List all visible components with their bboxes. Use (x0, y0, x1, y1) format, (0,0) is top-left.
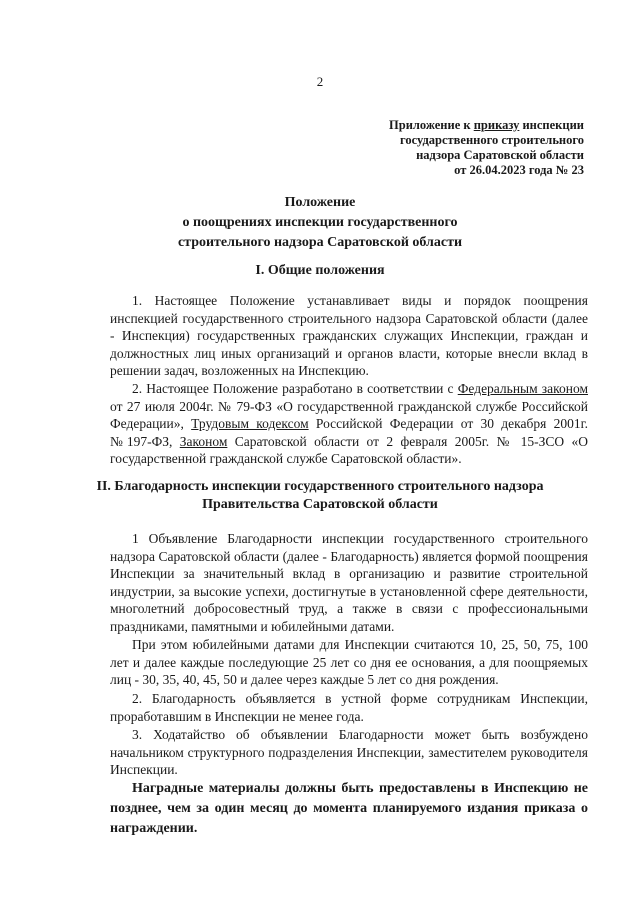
section-1-paragraph-1: 1. Настоящее Положение устанавливает виды и порядок поощрения инспекцией государственного строительного надзора Саратовской области (далее - Инспекция) государственных гражданских служащих Инспекции, граждан и должностных лиц иных организаций и органов власти, которые внесли вклад в решении задач, возложенных на Инспекцию. (110, 293, 588, 378)
section-2-paragraph-4: 3. Ходатайство об объявлении Благодарности может быть возбуждено начальником структурного подразделения Инспекции, заместителем руководителя Инспекции. (110, 727, 588, 777)
appendix-prefix: Приложение к (389, 118, 474, 132)
section-2-paragraph-5: Наградные материалы должны быть предоставлены в Инспекцию не позднее, чем за один месяц до момента планируемого издания приказа о награждении. (110, 781, 588, 836)
section-2-heading-line-2: Правительства Саратовской области (202, 497, 438, 512)
p2-text-c: Российской Федерации от 30 декабря 2001г. №197-ФЗ, (110, 416, 589, 449)
appendix-block (374, 118, 584, 178)
section-2-heading (0, 478, 640, 514)
title-line-3: строительного надзора Саратовской области (177, 235, 463, 250)
appendix-line-1 (374, 118, 584, 133)
appendix-line-3: надзора Саратовской области (416, 148, 584, 162)
appendix-line-2: государственного строительного (400, 133, 584, 147)
regional-law-link[interactable]: Законом (179, 433, 228, 449)
appendix-order-link[interactable]: приказу (473, 118, 520, 132)
appendix-line1-rest: инспекции (519, 118, 584, 132)
section-1-paragraph-2 (110, 380, 588, 468)
section-2-paragraph-3: 2. Благодарность объявляется в устной форме сотрудникам Инспекции, проработавшим в Инспекции не менее года. (110, 691, 588, 724)
section-2-paragraph-2: При этом юбилейными датами для Инспекции считаются 10, 25, 50, 75, 100 лет и далее каждые последующие 25 лет со дня ее основания, а для поощряемых лиц - 30, 35, 40, 45, 50 и далее через каждые 5 лет со дня рождения. (110, 637, 588, 687)
section-2-paragraph-1: 1 Объявление Благодарности инспекции государственного строительного надзора Саратовской области (далее - Благодарность) является формой поощрения Инспекции за значительный вклад в организацию и развитие строительной индустрии, за высокие успехи, достигнутые в установленной сфере деятельности, многолетний добросовестный труд, а также в связи с профессиональными праздниками, памятными и юбилейными датами. (110, 531, 588, 634)
document-title (0, 193, 640, 253)
title-line-1: Положение (284, 195, 356, 210)
section-1-heading: I. Общие положения (255, 263, 385, 278)
p2-text-b: от 27 июля 2004г. № 79-ФЗ «О государственной гражданской службе Российской Федерации», (110, 398, 588, 431)
p2-text-d: Саратовской области от 2 февраля 2005г. № 15-ЗСО «О государственной гражданской службе Саратовской области». (110, 433, 588, 466)
section-2-heading-line-1: II. Благодарность инспекции государственного строительного надзора (96, 479, 544, 494)
federal-law-link[interactable]: Федеральным законом (457, 381, 589, 396)
page-number: 2 (316, 74, 324, 89)
title-line-2: о поощрениях инспекции государственного (182, 215, 458, 230)
labor-code-link[interactable]: Трудовым кодексом (191, 416, 309, 431)
appendix-line-4: от 26.04.2023 года № 23 (454, 163, 584, 177)
p2-text-a: 2. Настоящее Положение разработано в соответствии с (132, 381, 458, 396)
